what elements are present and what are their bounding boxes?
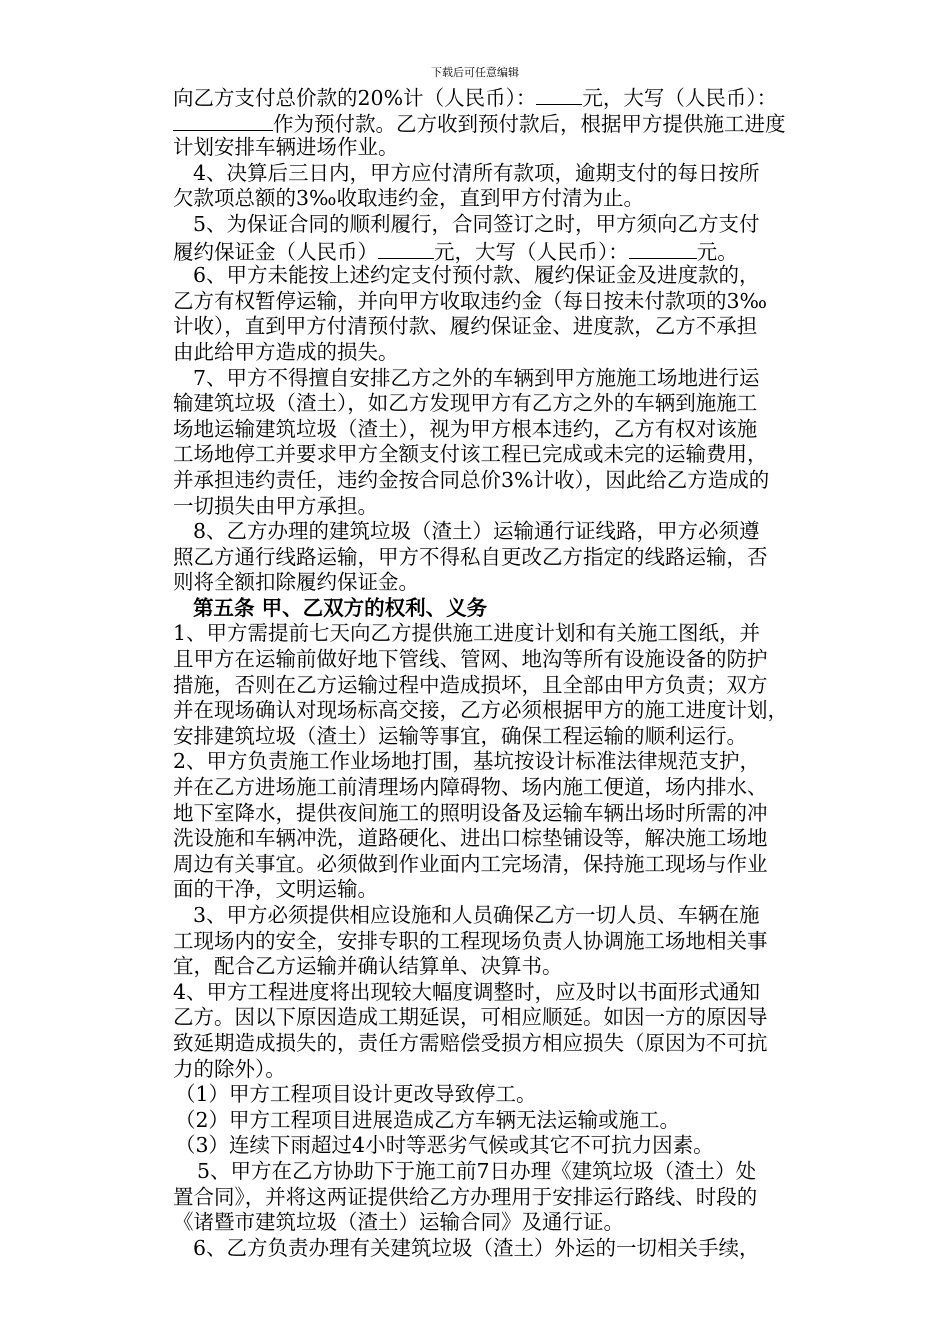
line-text: 致延期造成损失的，责任方需赔偿受损方相应损失（原因为不可抗 — [173, 1030, 768, 1055]
line-text: 《诸暨市建筑垃圾（渣土）运输合同》及通行证。 — [173, 1210, 624, 1235]
paragraph-line — [173, 519, 823, 545]
line-text: 则将全额扣除履约保证金。 — [173, 570, 419, 595]
line-text: 3、甲方必须提供相应设施和人员确保乙方一切人员、车辆在施 — [193, 903, 760, 927]
line-text: 输建筑垃圾（渣土），如乙方发现甲方有乙方之外的车辆到施施工 — [173, 391, 758, 416]
paragraph-line — [173, 186, 823, 212]
line-text: 工现场内的安全，安排专职的工程现场负责人协调施工场地相关事 — [173, 928, 768, 953]
fill-in-blank — [536, 84, 582, 105]
paragraph-line — [173, 442, 823, 468]
line-text: 且甲方在运输前做好地下管线、管网、地沟等所有设施设备的防护 — [173, 647, 768, 672]
line-text: （3）连续下雨超过4小时等恶劣气候或其它不可抗力因素。 — [175, 1133, 714, 1158]
line-text: 履约保证金（人民币） — [173, 239, 378, 264]
line-text: 安排建筑垃圾（渣土）运输等事宜，确保工程运输的顺利运行。 — [173, 723, 747, 748]
paragraph-line — [173, 852, 823, 878]
line-text: 并承担违约责任，违约金按合同总价3%计收），因此给乙方造成的 — [173, 467, 770, 492]
line-text: 并在现场确认对现场标高交接，乙方必须根据甲方的施工进度计划， — [173, 698, 788, 723]
section-heading — [173, 596, 823, 622]
paragraph-line — [173, 1159, 823, 1185]
line-text: 乙方有权暂停运输，并向甲方收取违约金（每日按未付款项的3‰ — [173, 288, 768, 313]
paragraph-line — [173, 238, 823, 264]
line-text: 一切损失由甲方承担。 — [173, 493, 378, 518]
paragraph-line — [173, 775, 823, 801]
line-text: 4、决算后三日内，甲方应付清所有款项，逾期支付的每日按所 — [193, 160, 760, 185]
document-body — [173, 84, 823, 1261]
fill-in-blank — [629, 238, 697, 259]
paragraph-line — [173, 1005, 823, 1031]
line-text: 力的除外）。 — [173, 1056, 286, 1081]
paragraph-line — [173, 903, 823, 929]
line-text: 工场地停工并要求甲方全额支付该工程已完成或未完的运输费用， — [173, 442, 768, 467]
line-text: （1）甲方工程项目设计更改导致停工。 — [175, 1082, 537, 1107]
paragraph-line — [173, 980, 823, 1006]
paragraph-line — [173, 391, 823, 417]
line-text: 8、乙方办理的建筑垃圾（渣土）运输通行证线路，甲方必须遵 — [193, 519, 760, 544]
line-text: 地下室降水，提供夜间施工的照明设备及运输车辆出场时所需的冲 — [173, 800, 768, 825]
line-text: 计划安排车辆进场作业。 — [173, 135, 399, 160]
line-text: 面的干净，文明运输。 — [173, 877, 378, 902]
paragraph-line — [173, 801, 823, 827]
paragraph-line — [173, 929, 823, 955]
line-text: 周边有关事宜。必须做到作业面内工完场清，保持施工现场与作业 — [173, 851, 768, 876]
paragraph-line — [173, 161, 823, 187]
paragraph-line — [173, 314, 823, 340]
paragraph-line — [173, 673, 823, 699]
paragraph-line — [173, 1057, 823, 1083]
paragraph-line — [173, 724, 823, 750]
line-text: 置合同》，并将这两证提供给乙方办理用于安排运行路线、时段的 — [173, 1184, 758, 1209]
paragraph-line — [173, 647, 823, 673]
line-text: 第五条 甲、乙双方的权利、义务 — [193, 595, 488, 620]
paragraph-line — [173, 1185, 823, 1211]
line-text: 由此给甲方造成的损失。 — [173, 339, 399, 364]
paragraph-line — [173, 289, 823, 315]
paragraph-line — [173, 366, 823, 392]
line-text: 2、甲方负责施工作业场地打围，基坑按设计标准法律规范支护， — [173, 749, 761, 774]
line-text: 元，大写（人民币）： — [582, 86, 778, 110]
paragraph-line — [173, 110, 823, 136]
line-text: 7、甲方不得擅自安排乙方之外的车辆到甲方施施工场地进行运 — [193, 365, 760, 390]
line-text: 6、甲方未能按上述约定支付预付款、履约保证金及进度款的， — [193, 263, 760, 288]
line-text: 作为预付款。乙方收到预付款后，根据甲方提供施工进度 — [273, 111, 786, 136]
paragraph-line — [173, 1108, 823, 1134]
line-text: 元。 — [696, 239, 738, 264]
line-text: 乙方。因以下原因造成工期延误，可相应顺延。如因一方的原因导 — [173, 1005, 768, 1030]
paragraph-line — [173, 749, 823, 775]
paragraph-line — [173, 340, 823, 366]
line-text: 4、甲方工程进度将出现较大幅度调整时，应及时以书面形式通知 — [173, 979, 761, 1004]
line-text: 措施，否则在乙方运输过程中造成损坏，且全部由甲方负责；双方 — [173, 672, 768, 697]
paragraph-line — [173, 84, 823, 110]
line-text: 元，大写（人民币）： — [434, 239, 629, 264]
line-text: 照乙方通行线路运输，甲方不得私自更改乙方指定的线路运输，否 — [173, 544, 768, 569]
line-text: 场地运输建筑垃圾（渣土），视为甲方根本违约，乙方有权对该施 — [173, 416, 758, 441]
paragraph-line — [173, 1133, 823, 1159]
line-text: 洗设施和车辆冲洗，道路硬化、进出口棕垫铺设等，解决施工场地 — [173, 826, 768, 851]
fill-in-blank — [378, 238, 434, 259]
line-text: 1、甲方需提前七天向乙方提供施工进度计划和有关施工图纸，并 — [173, 621, 761, 646]
paragraph-line — [173, 417, 823, 443]
paragraph-line — [173, 545, 823, 571]
line-text: （2）甲方工程项目进展造成乙方车辆无法运输或施工。 — [175, 1107, 681, 1132]
paragraph-line — [173, 1082, 823, 1108]
paragraph-line — [173, 1236, 823, 1262]
paragraph-line — [173, 494, 823, 520]
paragraph-line — [173, 263, 823, 289]
paragraph-line — [173, 826, 823, 852]
paragraph-line — [173, 1031, 823, 1057]
line-text: 向乙方支付总价款的20%计（人民币）： — [173, 86, 537, 110]
line-text: 计收），直到甲方付清预付款、履约保证金、进度款，乙方不承担 — [173, 314, 758, 339]
line-text: 6、乙方负责办理有关建筑垃圾（渣土）外运的一切相关手续， — [193, 1235, 760, 1260]
paragraph-line — [173, 698, 823, 724]
paragraph-line — [173, 212, 823, 238]
line-text: 宜，配合乙方运输并确认结算单、决算书。 — [173, 954, 563, 979]
fill-in-blank — [173, 110, 273, 131]
line-text: 5、为保证合同的顺利履行，合同签订之时，甲方须向乙方支付 — [193, 211, 760, 236]
paragraph-line — [173, 570, 823, 596]
paragraph-line — [173, 877, 823, 903]
paragraph-line — [173, 621, 823, 647]
line-text: 5、甲方在乙方协助下于施工前7日办理《建筑垃圾（渣土）处 — [197, 1158, 757, 1183]
paragraph-line — [173, 468, 823, 494]
header-note: 下载后可任意编辑 — [431, 66, 519, 79]
paragraph-line — [173, 135, 823, 161]
line-text: 并在乙方进场施工前清理场内障碍物、场内施工便道，场内排水、 — [173, 775, 768, 800]
paragraph-line — [173, 954, 823, 980]
line-text: 欠款项总额的3‰收取违约金，直到甲方付清为止。 — [173, 186, 645, 211]
paragraph-line — [173, 1210, 823, 1236]
